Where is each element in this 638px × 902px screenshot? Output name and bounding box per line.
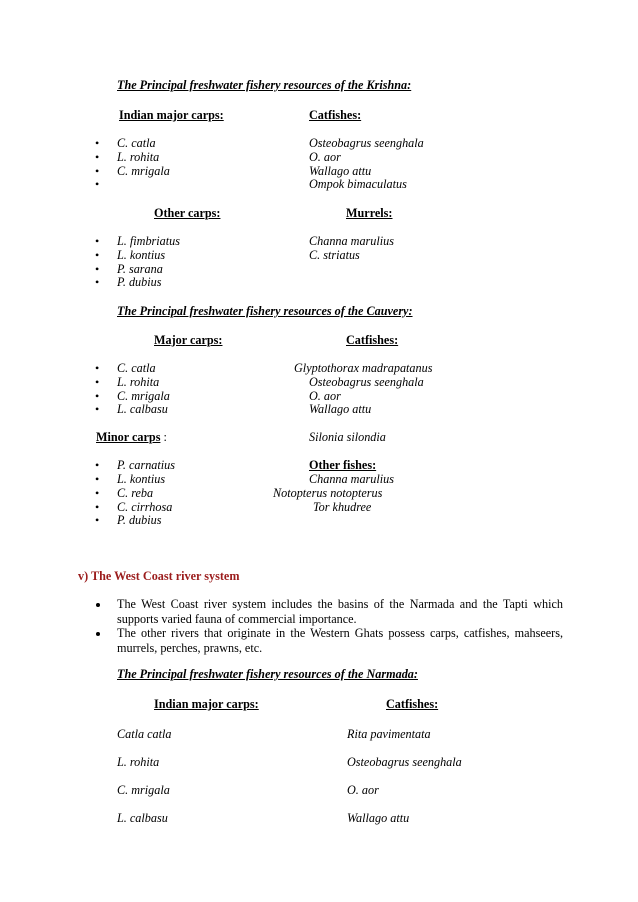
bullet-icon — [96, 632, 100, 636]
list-item: Catla catla — [117, 727, 172, 741]
list-item: L. rohita — [117, 375, 160, 389]
list-item: Tor khudree — [313, 500, 372, 514]
bullet-icon: • — [95, 472, 100, 486]
bullet-icon: • — [95, 500, 100, 514]
cauvery-minor-title: Minor carps : — [96, 430, 167, 444]
krishna-murrel-title: Murrels: — [346, 206, 393, 220]
list-item: P. carnatius — [117, 458, 176, 472]
bullet-icon: • — [95, 389, 100, 403]
krishna-other-title: Other carps: — [154, 206, 221, 220]
list-item: L. rohita — [117, 755, 160, 769]
bullet-icon: • — [95, 486, 100, 500]
section-title: v) The West Coast river system — [78, 569, 240, 583]
cauvery-cat-title: Catfishes: — [346, 333, 399, 347]
list-item: Wallago attu — [347, 811, 410, 825]
bullet-icon: • — [95, 375, 100, 389]
bullet-icon: • — [95, 275, 100, 289]
list-item: O. aor — [309, 150, 341, 164]
list-item: C. striatus — [309, 248, 360, 262]
cauvery-major-title: Major carps: — [154, 333, 223, 347]
bullet-icon: • — [95, 402, 100, 416]
cauvery-heading: The Principal freshwater fishery resources of the Cauvery: — [117, 304, 413, 318]
list-item: C. mrigala — [117, 164, 170, 178]
list-item: P. sarana — [117, 262, 163, 276]
bullet-icon: • — [95, 177, 100, 191]
list-item: Channa marulius — [309, 472, 394, 486]
list-item: C. cirrhosa — [117, 500, 173, 514]
bullet-icon: • — [95, 513, 100, 527]
list-item: Silonia silondia — [309, 430, 386, 444]
list-item: C. catla — [117, 361, 156, 375]
krishna-heading: The Principal freshwater fishery resources of the Krishna: — [117, 78, 412, 92]
list-item: L. calbasu — [117, 402, 168, 416]
paragraph: The West Coast river system includes the basins of the Narmada and the Tapti which supports varied fauna of commercial importance. — [117, 597, 563, 626]
list-item: Osteobagrus seenghala — [309, 136, 424, 150]
list-item: Osteobagrus seenghala — [309, 375, 424, 389]
paragraph: The other rivers that originate in the Western Ghats possess carps, catfishes, mahseers, murrels, perches, prawns, etc. — [117, 626, 563, 655]
list-item: C. mrigala — [117, 783, 170, 797]
bullet-icon: • — [95, 361, 100, 375]
list-item: Glyptothorax madrapatanus — [294, 361, 433, 375]
cauvery-other-title: Other fishes: — [309, 458, 377, 472]
list-item: L. fimbriatus — [117, 234, 180, 248]
list-item: Notopterus notopterus — [273, 486, 383, 500]
narmada-imc-title: Indian major carps: — [154, 697, 259, 711]
list-item: O. aor — [309, 389, 341, 403]
list-item: L. calbasu — [117, 811, 168, 825]
list-item: P. dubius — [117, 513, 162, 527]
list-item: L. kontius — [117, 248, 166, 262]
bullet-icon — [96, 603, 100, 607]
list-item: Wallago attu — [309, 402, 372, 416]
narmada-cat-title: Catfishes: — [386, 697, 439, 711]
list-item: C. reba — [117, 486, 154, 500]
krishna-imc-title: Indian major carps: — [119, 108, 224, 122]
bullet-icon: • — [95, 136, 100, 150]
list-item: L. rohita — [117, 150, 160, 164]
list-item: Osteobagrus seenghala — [347, 755, 462, 769]
list-item: Rita pavimentata — [347, 727, 431, 741]
list-item: L. kontius — [117, 472, 166, 486]
narmada-heading: The Principal freshwater fishery resources of the Narmada: — [117, 667, 418, 681]
list-item: Ompok bimaculatus — [309, 177, 407, 191]
bullet-icon: • — [95, 164, 100, 178]
krishna-cat-title: Catfishes: — [309, 108, 362, 122]
list-item: C. catla — [117, 136, 156, 150]
bullet-icon: • — [95, 458, 100, 472]
bullet-icon: • — [95, 262, 100, 276]
bullet-icon: • — [95, 248, 100, 262]
list-item: Wallago attu — [309, 164, 372, 178]
list-item: Channa marulius — [309, 234, 394, 248]
list-item: P. dubius — [117, 275, 162, 289]
bullet-icon: • — [95, 150, 100, 164]
list-item: C. mrigala — [117, 389, 170, 403]
bullet-icon: • — [95, 234, 100, 248]
list-item: O. aor — [347, 783, 379, 797]
